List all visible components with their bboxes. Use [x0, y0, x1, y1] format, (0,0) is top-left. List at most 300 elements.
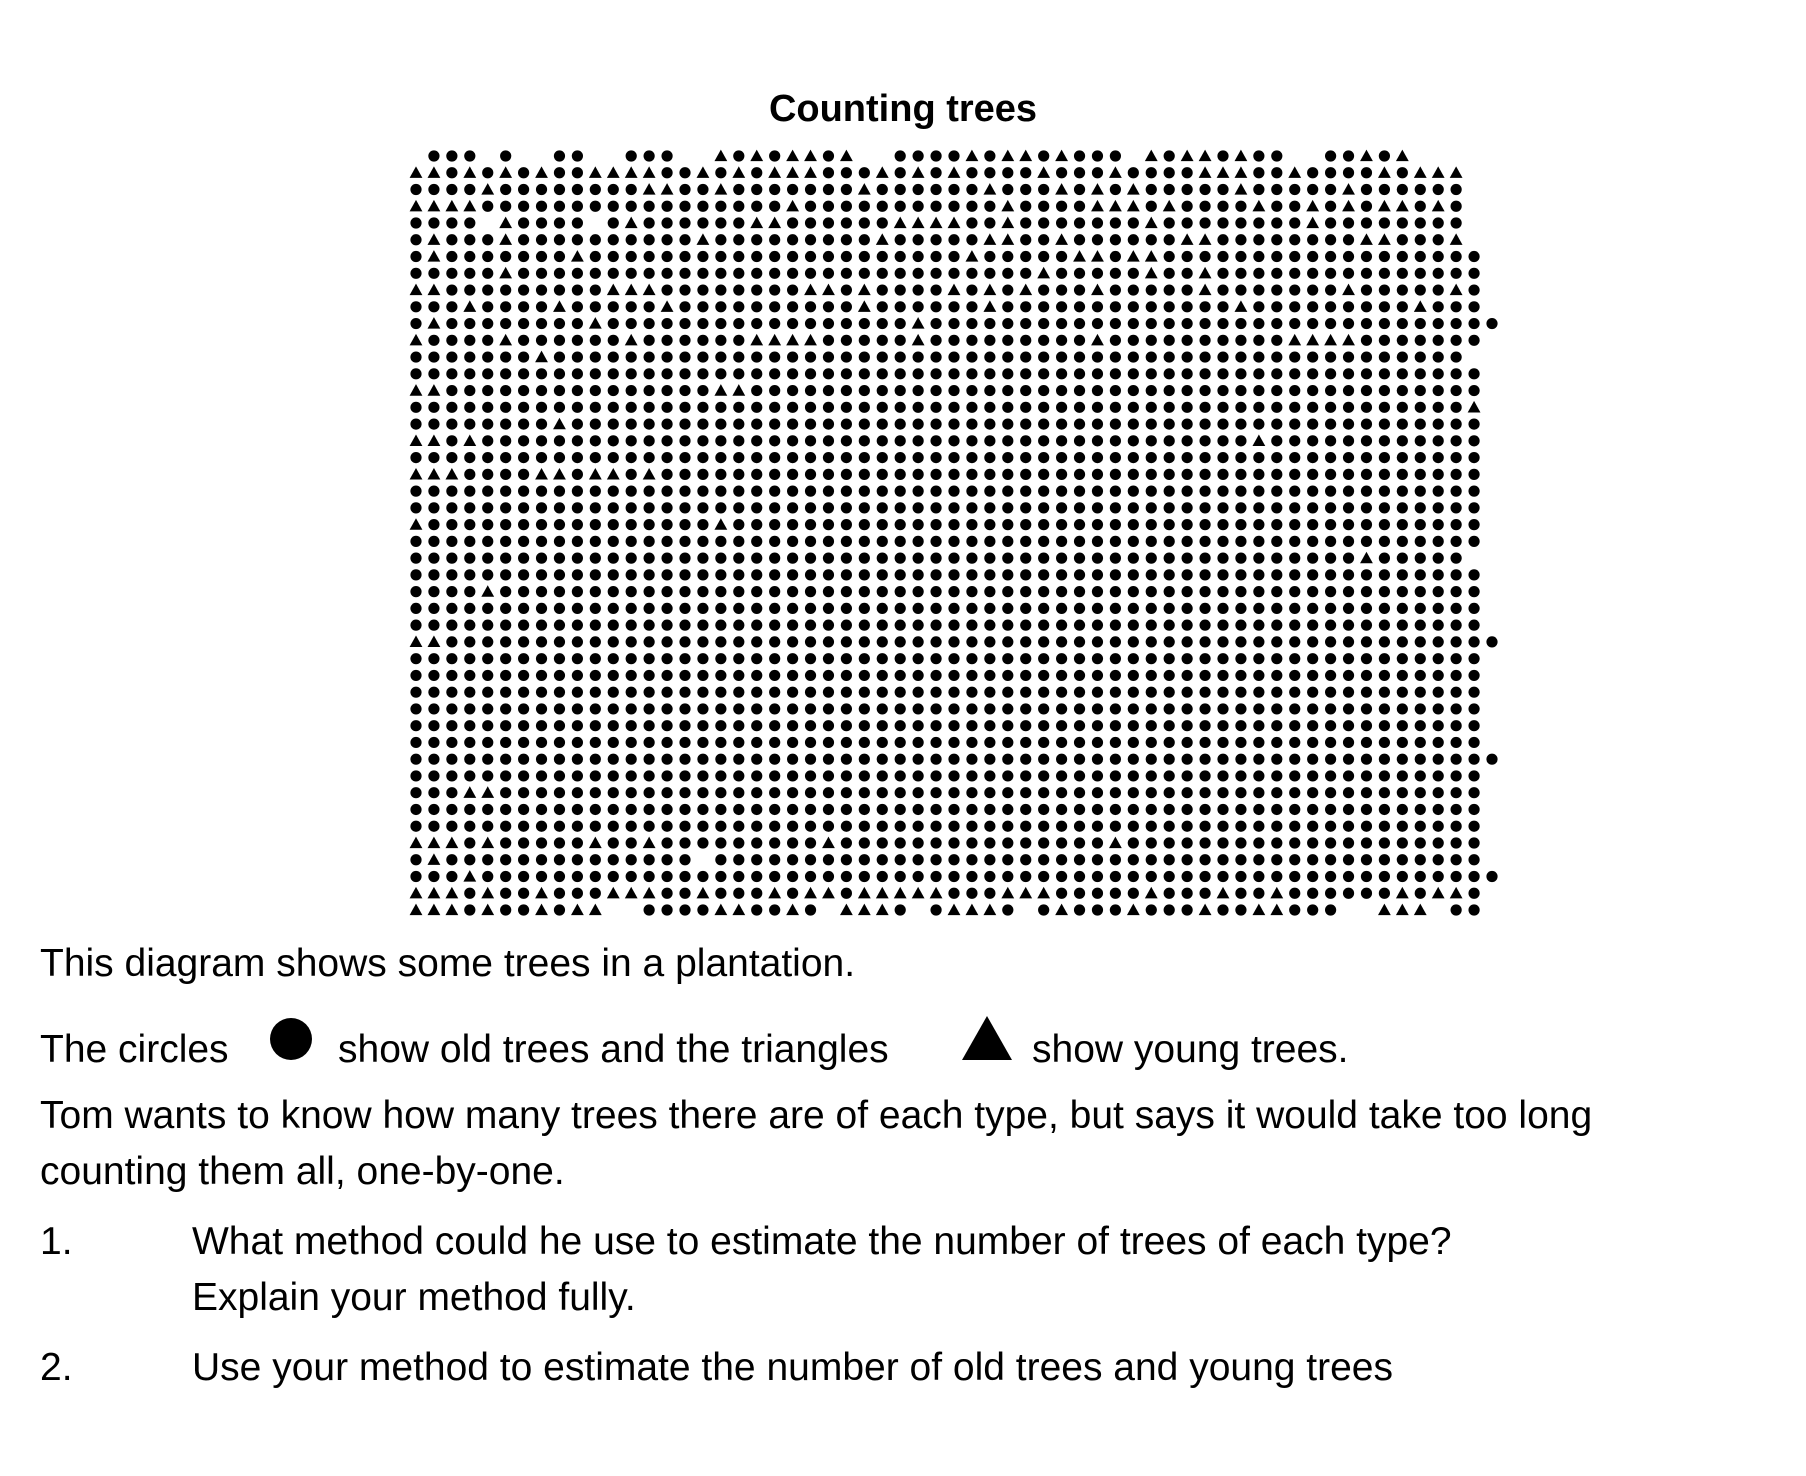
old-tree	[751, 837, 762, 848]
old-tree	[464, 904, 475, 915]
old-tree	[518, 536, 529, 547]
old-tree	[590, 184, 601, 195]
old-tree	[554, 167, 565, 178]
old-tree	[554, 888, 565, 899]
old-tree	[948, 821, 959, 832]
old-tree	[930, 519, 941, 530]
old-tree	[1199, 201, 1210, 212]
old-tree	[787, 553, 798, 564]
old-tree	[518, 586, 529, 597]
old-tree	[1468, 854, 1479, 865]
old-tree	[841, 687, 852, 698]
old-tree	[536, 234, 547, 245]
old-tree	[1289, 603, 1300, 614]
old-tree	[913, 452, 924, 463]
old-tree	[644, 268, 655, 279]
old-tree	[1325, 452, 1336, 463]
old-tree	[482, 754, 493, 765]
old-tree	[1074, 837, 1085, 848]
old-tree	[1199, 687, 1210, 698]
old-tree	[464, 368, 475, 379]
old-tree	[930, 469, 941, 480]
old-tree	[966, 636, 977, 647]
old-tree	[1092, 586, 1103, 597]
old-tree	[482, 703, 493, 714]
old-tree	[984, 469, 995, 480]
old-tree	[1253, 351, 1264, 362]
old-tree	[1199, 653, 1210, 664]
old-tree	[787, 318, 798, 329]
old-tree	[1002, 720, 1013, 731]
old-tree	[1361, 318, 1372, 329]
old-tree	[1217, 636, 1228, 647]
old-tree	[1199, 703, 1210, 714]
old-tree	[1325, 703, 1336, 714]
old-tree	[877, 268, 888, 279]
old-tree	[1002, 402, 1013, 413]
old-tree	[715, 402, 726, 413]
old-tree	[1002, 469, 1013, 480]
old-tree	[1451, 351, 1462, 362]
old-tree	[446, 687, 457, 698]
old-tree	[1468, 586, 1479, 597]
young-tree	[1252, 434, 1265, 446]
old-tree	[661, 871, 672, 882]
old-tree	[1253, 804, 1264, 815]
old-tree	[1397, 586, 1408, 597]
old-tree	[1271, 536, 1282, 547]
old-tree	[482, 318, 493, 329]
old-tree	[679, 469, 690, 480]
old-tree	[895, 150, 906, 161]
young-tree	[1127, 904, 1140, 916]
old-tree	[644, 201, 655, 212]
old-tree	[1002, 904, 1013, 915]
old-tree	[1182, 837, 1193, 848]
old-tree	[984, 569, 995, 580]
old-tree	[1217, 536, 1228, 547]
old-tree	[1289, 670, 1300, 681]
old-tree	[823, 603, 834, 614]
young-tree	[1450, 166, 1463, 178]
old-tree	[1307, 184, 1318, 195]
old-tree	[930, 670, 941, 681]
old-tree	[661, 201, 672, 212]
old-tree	[1253, 402, 1264, 413]
old-tree	[1415, 402, 1426, 413]
old-tree	[644, 368, 655, 379]
old-tree	[697, 368, 708, 379]
old-tree	[1146, 636, 1157, 647]
old-tree	[715, 871, 726, 882]
old-tree	[590, 754, 601, 765]
old-tree	[661, 502, 672, 513]
old-tree	[464, 636, 475, 647]
old-tree	[1128, 335, 1139, 346]
old-tree	[1307, 318, 1318, 329]
young-tree	[714, 518, 727, 530]
old-tree	[1056, 603, 1067, 614]
young-tree	[1037, 887, 1050, 899]
old-tree	[1002, 519, 1013, 530]
old-tree	[733, 737, 744, 748]
old-tree	[1451, 385, 1462, 396]
old-tree	[1056, 586, 1067, 597]
old-tree	[1056, 418, 1067, 429]
old-tree	[715, 268, 726, 279]
old-tree	[1468, 519, 1479, 530]
old-tree	[877, 251, 888, 262]
old-tree	[1199, 603, 1210, 614]
old-tree	[913, 754, 924, 765]
old-tree	[1217, 804, 1228, 815]
old-tree	[464, 469, 475, 480]
old-tree	[1379, 737, 1390, 748]
old-tree	[1325, 150, 1336, 161]
old-tree	[1074, 653, 1085, 664]
old-tree	[1128, 603, 1139, 614]
old-tree	[1468, 720, 1479, 731]
old-tree	[590, 502, 601, 513]
old-tree	[1379, 837, 1390, 848]
old-tree	[410, 754, 421, 765]
old-tree	[751, 904, 762, 915]
old-tree	[1415, 519, 1426, 530]
old-tree	[948, 754, 959, 765]
young-tree	[1181, 150, 1194, 162]
old-tree	[1110, 553, 1121, 564]
old-tree	[715, 754, 726, 765]
old-tree	[1433, 536, 1444, 547]
old-tree	[518, 737, 529, 748]
old-tree	[948, 770, 959, 781]
old-tree	[1415, 469, 1426, 480]
old-tree	[1451, 201, 1462, 212]
old-tree	[733, 469, 744, 480]
old-tree	[895, 268, 906, 279]
old-tree	[697, 804, 708, 815]
old-tree	[1361, 268, 1372, 279]
old-tree	[500, 251, 511, 262]
old-tree	[1002, 553, 1013, 564]
young-tree	[1001, 200, 1014, 212]
old-tree	[715, 486, 726, 497]
old-tree	[1289, 351, 1300, 362]
old-tree	[1038, 653, 1049, 664]
old-tree	[769, 620, 780, 631]
old-tree	[572, 553, 583, 564]
old-tree	[1253, 150, 1264, 161]
old-tree	[948, 670, 959, 681]
old-tree	[1199, 871, 1210, 882]
old-tree	[1146, 720, 1157, 731]
old-tree	[1092, 636, 1103, 647]
old-tree	[1092, 653, 1103, 664]
young-tree	[1073, 250, 1086, 262]
old-tree	[410, 418, 421, 429]
old-tree	[1415, 284, 1426, 295]
old-tree	[751, 301, 762, 312]
old-tree	[536, 268, 547, 279]
old-tree	[1002, 351, 1013, 362]
young-tree	[1145, 250, 1158, 262]
old-tree	[859, 787, 870, 798]
young-tree	[1396, 887, 1409, 899]
old-tree	[1020, 335, 1031, 346]
old-tree	[1092, 536, 1103, 547]
old-tree	[1271, 837, 1282, 848]
old-tree	[1235, 787, 1246, 798]
old-tree	[930, 418, 941, 429]
old-tree	[644, 217, 655, 228]
old-tree	[1289, 737, 1300, 748]
old-tree	[1199, 620, 1210, 631]
old-tree	[661, 703, 672, 714]
old-tree	[823, 569, 834, 580]
old-tree	[1128, 469, 1139, 480]
old-tree	[895, 854, 906, 865]
old-tree	[859, 217, 870, 228]
old-tree	[1020, 452, 1031, 463]
old-tree	[769, 670, 780, 681]
old-tree	[1199, 553, 1210, 564]
old-tree	[644, 150, 655, 161]
young-tree	[428, 166, 441, 178]
old-tree	[841, 871, 852, 882]
old-tree	[446, 368, 457, 379]
old-tree	[428, 821, 439, 832]
old-tree	[751, 821, 762, 832]
old-tree	[1182, 620, 1193, 631]
old-tree	[1325, 569, 1336, 580]
old-tree	[518, 486, 529, 497]
old-tree	[1164, 452, 1175, 463]
old-tree	[751, 519, 762, 530]
old-tree	[895, 452, 906, 463]
old-tree	[1343, 234, 1354, 245]
old-tree	[572, 754, 583, 765]
old-tree	[554, 720, 565, 731]
old-tree	[500, 351, 511, 362]
old-tree	[930, 301, 941, 312]
old-tree	[1235, 553, 1246, 564]
old-tree	[572, 871, 583, 882]
old-tree	[1468, 687, 1479, 698]
old-tree	[679, 586, 690, 597]
old-tree	[590, 251, 601, 262]
old-tree	[948, 469, 959, 480]
old-tree	[823, 770, 834, 781]
old-tree	[1038, 184, 1049, 195]
old-tree	[948, 603, 959, 614]
old-tree	[464, 720, 475, 731]
old-tree	[1289, 536, 1300, 547]
old-tree	[1433, 871, 1444, 882]
old-tree	[1128, 452, 1139, 463]
old-tree	[895, 636, 906, 647]
old-tree	[1343, 301, 1354, 312]
old-tree	[984, 620, 995, 631]
old-tree	[751, 268, 762, 279]
old-tree	[697, 469, 708, 480]
old-tree	[715, 670, 726, 681]
old-tree	[1307, 418, 1318, 429]
old-tree	[1002, 418, 1013, 429]
old-tree	[428, 502, 439, 513]
old-tree	[895, 787, 906, 798]
old-tree	[1397, 368, 1408, 379]
old-tree	[482, 486, 493, 497]
old-tree	[1056, 385, 1067, 396]
old-tree	[1361, 418, 1372, 429]
old-tree	[679, 318, 690, 329]
old-tree	[984, 821, 995, 832]
old-tree	[1289, 452, 1300, 463]
old-tree	[1271, 653, 1282, 664]
old-tree	[948, 636, 959, 647]
old-tree	[1307, 553, 1318, 564]
young-tree	[643, 284, 656, 296]
old-tree	[1468, 770, 1479, 781]
old-tree	[410, 217, 421, 228]
old-tree	[608, 184, 619, 195]
old-tree	[554, 502, 565, 513]
young-tree	[428, 904, 441, 916]
old-tree	[1128, 569, 1139, 580]
old-tree	[410, 268, 421, 279]
old-tree	[948, 418, 959, 429]
old-tree	[644, 603, 655, 614]
old-tree	[1217, 318, 1228, 329]
old-tree	[1199, 720, 1210, 731]
old-tree	[428, 703, 439, 714]
old-tree	[518, 284, 529, 295]
old-tree	[966, 837, 977, 848]
old-tree	[679, 787, 690, 798]
old-tree	[644, 335, 655, 346]
old-tree	[877, 536, 888, 547]
old-tree	[751, 251, 762, 262]
old-tree	[1074, 167, 1085, 178]
old-tree	[895, 318, 906, 329]
old-tree	[1307, 837, 1318, 848]
old-tree	[1451, 620, 1462, 631]
old-tree	[428, 486, 439, 497]
young-tree	[1360, 150, 1373, 162]
old-tree	[966, 586, 977, 597]
old-tree	[841, 770, 852, 781]
old-tree	[554, 703, 565, 714]
old-tree	[984, 150, 995, 161]
old-tree	[1199, 301, 1210, 312]
old-tree	[1020, 837, 1031, 848]
old-tree	[608, 636, 619, 647]
old-tree	[1038, 553, 1049, 564]
old-tree	[1235, 821, 1246, 832]
young-tree	[714, 183, 727, 195]
old-tree	[1235, 603, 1246, 614]
old-tree	[1307, 804, 1318, 815]
young-tree	[912, 334, 925, 346]
old-tree	[733, 687, 744, 698]
old-tree	[1074, 787, 1085, 798]
old-tree	[1182, 318, 1193, 329]
old-tree	[1379, 301, 1390, 312]
old-tree	[1182, 536, 1193, 547]
old-tree	[930, 770, 941, 781]
old-tree	[1110, 335, 1121, 346]
old-tree	[841, 502, 852, 513]
old-tree	[500, 435, 511, 446]
old-tree	[1199, 787, 1210, 798]
old-tree	[715, 217, 726, 228]
old-tree	[590, 452, 601, 463]
old-tree	[787, 368, 798, 379]
old-tree	[984, 486, 995, 497]
old-tree	[823, 519, 834, 530]
old-tree	[1164, 368, 1175, 379]
old-tree	[410, 234, 421, 245]
old-tree	[1020, 402, 1031, 413]
old-tree	[966, 335, 977, 346]
old-tree	[913, 653, 924, 664]
young-tree	[499, 233, 512, 245]
old-tree	[1397, 217, 1408, 228]
old-tree	[1415, 821, 1426, 832]
old-tree	[1343, 502, 1354, 513]
old-tree	[966, 284, 977, 295]
old-tree	[895, 486, 906, 497]
old-tree	[823, 754, 834, 765]
old-tree	[608, 418, 619, 429]
young-tree	[768, 334, 781, 346]
old-tree	[1433, 301, 1444, 312]
old-tree	[1146, 234, 1157, 245]
old-tree	[913, 720, 924, 731]
old-tree	[913, 636, 924, 647]
old-tree	[913, 854, 924, 865]
old-tree	[769, 234, 780, 245]
old-tree	[590, 486, 601, 497]
old-tree	[715, 737, 726, 748]
old-tree	[1038, 217, 1049, 228]
old-tree	[1468, 787, 1479, 798]
old-tree	[841, 301, 852, 312]
old-tree	[1397, 335, 1408, 346]
old-tree	[1325, 234, 1336, 245]
old-tree	[1343, 720, 1354, 731]
old-tree	[805, 603, 816, 614]
old-tree	[500, 653, 511, 664]
old-tree	[644, 301, 655, 312]
young-tree	[1091, 183, 1104, 195]
old-tree	[859, 804, 870, 815]
old-tree	[1056, 670, 1067, 681]
old-tree	[464, 268, 475, 279]
old-tree	[1253, 620, 1264, 631]
young-tree	[1396, 150, 1409, 162]
old-tree	[626, 486, 637, 497]
old-tree	[1235, 636, 1246, 647]
old-tree	[1020, 754, 1031, 765]
old-tree	[733, 284, 744, 295]
old-tree	[1343, 418, 1354, 429]
old-tree	[1289, 284, 1300, 295]
old-tree	[769, 553, 780, 564]
old-tree	[1235, 904, 1246, 915]
old-tree	[966, 435, 977, 446]
old-tree	[428, 150, 439, 161]
